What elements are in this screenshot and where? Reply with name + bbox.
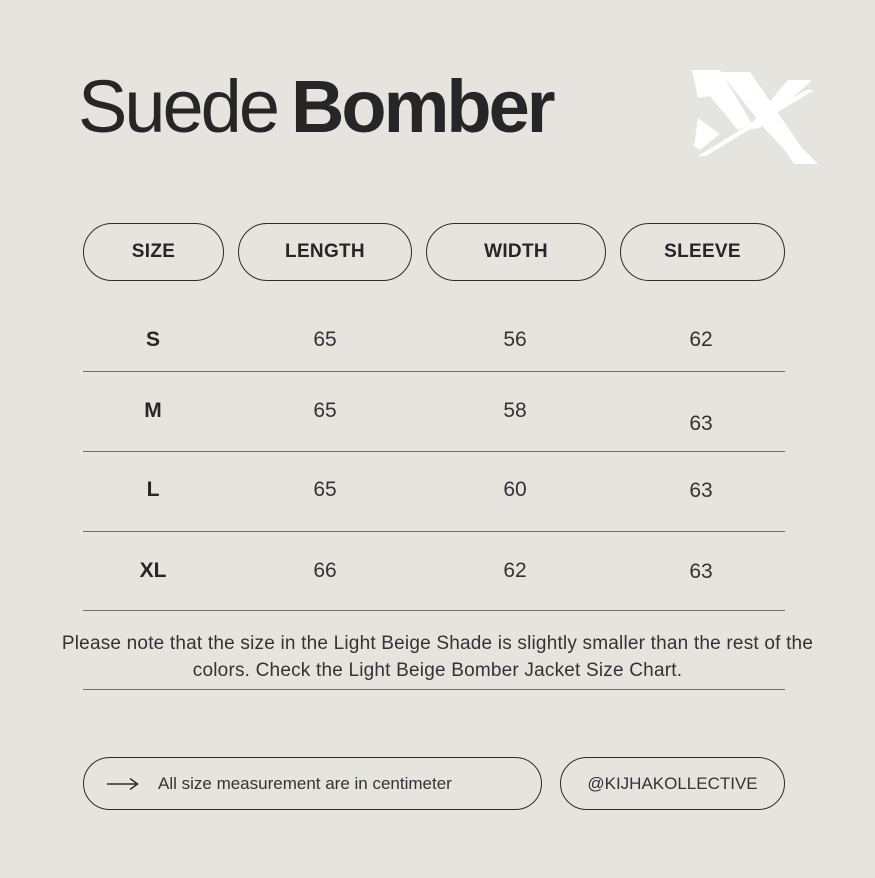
sleeve-cell: 63 (689, 560, 713, 583)
length-cell: 66 (313, 559, 337, 582)
size-cell: L (146, 478, 160, 501)
note-divider (83, 689, 785, 690)
arrow-right-icon (106, 777, 140, 791)
social-handle-text: @KIJHAKOLLECTIVE (587, 773, 758, 793)
length-cell: 65 (313, 328, 337, 351)
social-handle-pill[interactable] (560, 757, 785, 810)
page-title (78, 65, 553, 148)
title-bold-word: Bomber (290, 65, 553, 148)
sleeve-cell: 63 (689, 412, 713, 435)
kx-monogram-logo (690, 68, 820, 168)
size-note (10, 630, 865, 684)
header-width: WIDTH (426, 223, 606, 281)
header-length: LENGTH (238, 223, 412, 281)
sleeve-cell: 62 (689, 328, 713, 351)
width-cell: 62 (503, 559, 527, 582)
width-cell: 58 (503, 399, 527, 422)
header-size: SIZE (83, 223, 224, 281)
row-divider (83, 451, 785, 452)
size-cell: M (144, 399, 162, 422)
sleeve-cell: 63 (689, 479, 713, 502)
measurement-note-pill (83, 757, 542, 810)
header-sleeve: SLEEVE (620, 223, 785, 281)
row-divider (83, 610, 785, 611)
row-divider (83, 531, 785, 532)
length-cell: 65 (313, 478, 337, 501)
size-cell: XL (139, 559, 167, 582)
size-note-line-2: colors. Check the Light Beige Bomber Jacket Size Chart. (192, 660, 683, 681)
width-cell: 60 (503, 478, 527, 501)
measurement-note-text: All size measurement are in centimeter (158, 773, 452, 793)
length-cell: 65 (313, 399, 337, 422)
title-light-word: Suede (78, 65, 277, 148)
row-divider (83, 371, 785, 372)
size-note-line-1: Please note that the size in the Light Beige Shade is slightly smaller than the rest of the (61, 633, 814, 654)
size-cell: S (145, 328, 161, 351)
width-cell: 56 (503, 328, 527, 351)
